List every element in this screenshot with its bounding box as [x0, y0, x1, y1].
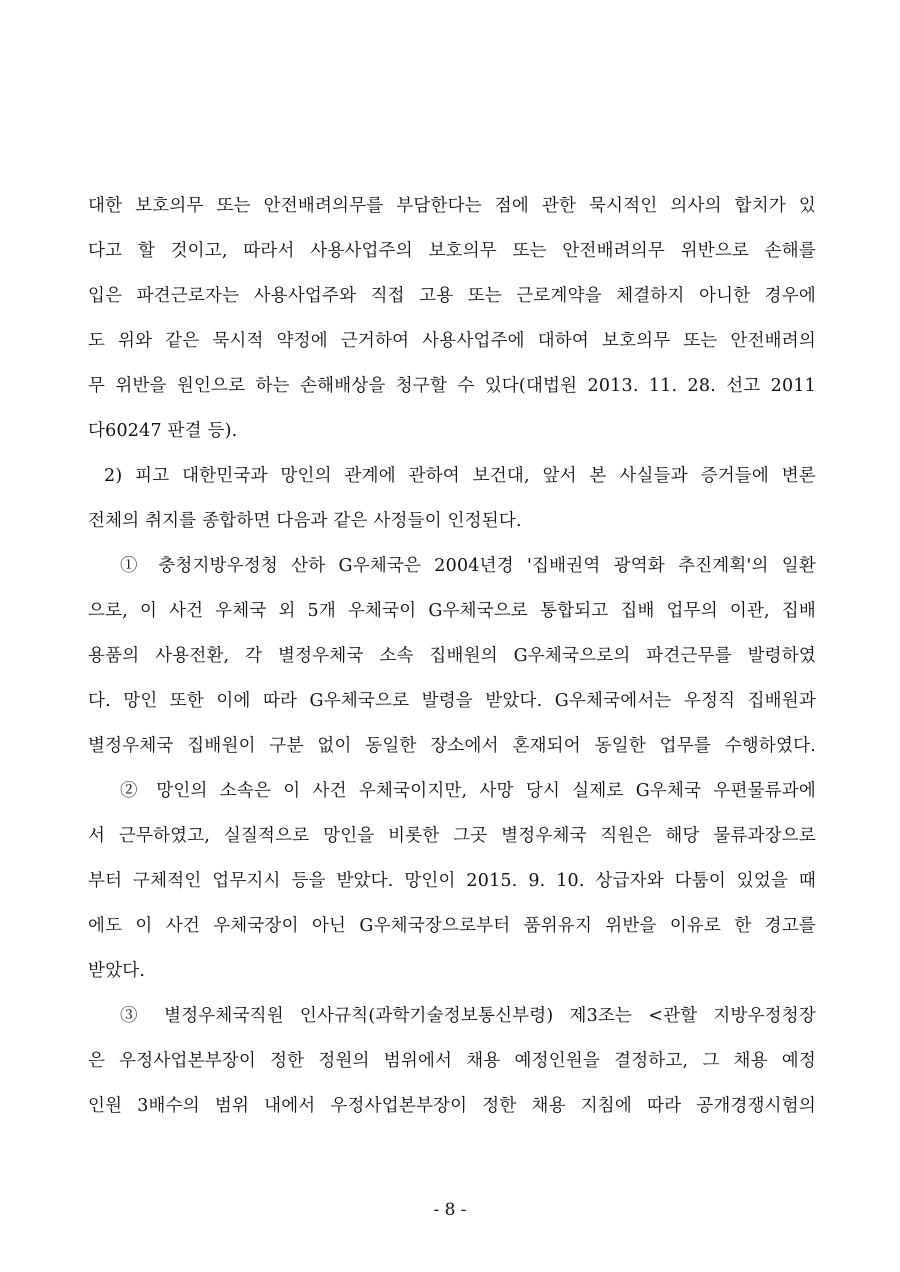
body-line: 에도 이 사건 우체국장이 아닌 G우체국장으로부터 품위유지 위반을 이유로 한 경고를 [88, 916, 816, 936]
page-number: - 8 - [433, 1200, 467, 1220]
body-line: 도 위와 같은 묵시적 약정에 근거하여 사용사업주에 대하여 보호의무 또는 안전배려의 [88, 331, 816, 351]
body-line: 별정우체국 집배원이 구분 없이 동일한 장소에서 혼재되어 동일한 업무를 수행하였다. [88, 736, 816, 756]
body-line: 전체의 취지를 종합하면 다음과 같은 사정들이 인정된다. [88, 511, 522, 531]
paragraph-2-line: 2) 피고 대한민국과 망인의 관계에 관하여 보건대, 앞서 본 사실들과 증거들에 변론 [104, 466, 816, 486]
body-line: 다. 망인 또한 이에 따라 G우체국으로 발령을 받았다. G우체국에서는 우정직 집배원과 [88, 691, 816, 711]
body-line: 으로, 이 사건 우체국 외 5개 우체국이 G우체국으로 통합되고 집배 업무의 이관, 집배 [88, 601, 816, 621]
body-line: 인원 3배수의 범위 내에서 우정사업본부장이 정한 채용 지침에 따라 공개경쟁시험의 [88, 1096, 816, 1116]
body-line: 서 근무하였고, 실질적으로 망인을 비롯한 그곳 별정우체국 직원은 해당 물류과장으로 [88, 826, 816, 846]
body-line: 무 위반을 원인으로 하는 손해배상을 청구할 수 있다(대법원 2013. 11. 28. 선고 2011 [88, 376, 816, 396]
item-1-line: ① 충청지방우정청 산하 G우체국은 2004년경 '집배권역 광역화 추진계획'의 일환 [120, 556, 816, 576]
body-line: 입은 파견근로자는 사용사업주와 직접 고용 또는 근로계약을 체결하지 아니한 경우에 [88, 286, 816, 306]
body-line: 받았다. [88, 961, 146, 981]
body-line: 다60247 판결 등). [88, 421, 238, 441]
body-line: 부터 구체적인 업무지시 등을 받았다. 망인이 2015. 9. 10. 상급자와 다툼이 있었을 때 [88, 871, 816, 891]
item-2-line: ② 망인의 소속은 이 사건 우체국이지만, 사망 당시 실제로 G우체국 우편물류과에 [120, 781, 816, 801]
body-line: 다고 할 것이고, 따라서 사용사업주의 보호의무 또는 안전배려의무 위반으로 손해를 [88, 241, 816, 261]
body-line: 대한 보호의무 또는 안전배려의무를 부담한다는 점에 관한 묵시적인 의사의 합치가 있 [88, 196, 816, 216]
body-line: 은 우정사업본부장이 정한 정원의 범위에서 채용 예정인원을 결정하고, 그 채용 예정 [88, 1051, 816, 1071]
body-line: 용품의 사용전환, 각 별정우체국 소속 집배원의 G우체국으로의 파견근무를 발령하였 [88, 646, 816, 666]
item-3-line: ③ 별정우체국직원 인사규칙(과학기술정보통신부령) 제3조는 <관할 지방우정청장 [120, 1006, 816, 1026]
